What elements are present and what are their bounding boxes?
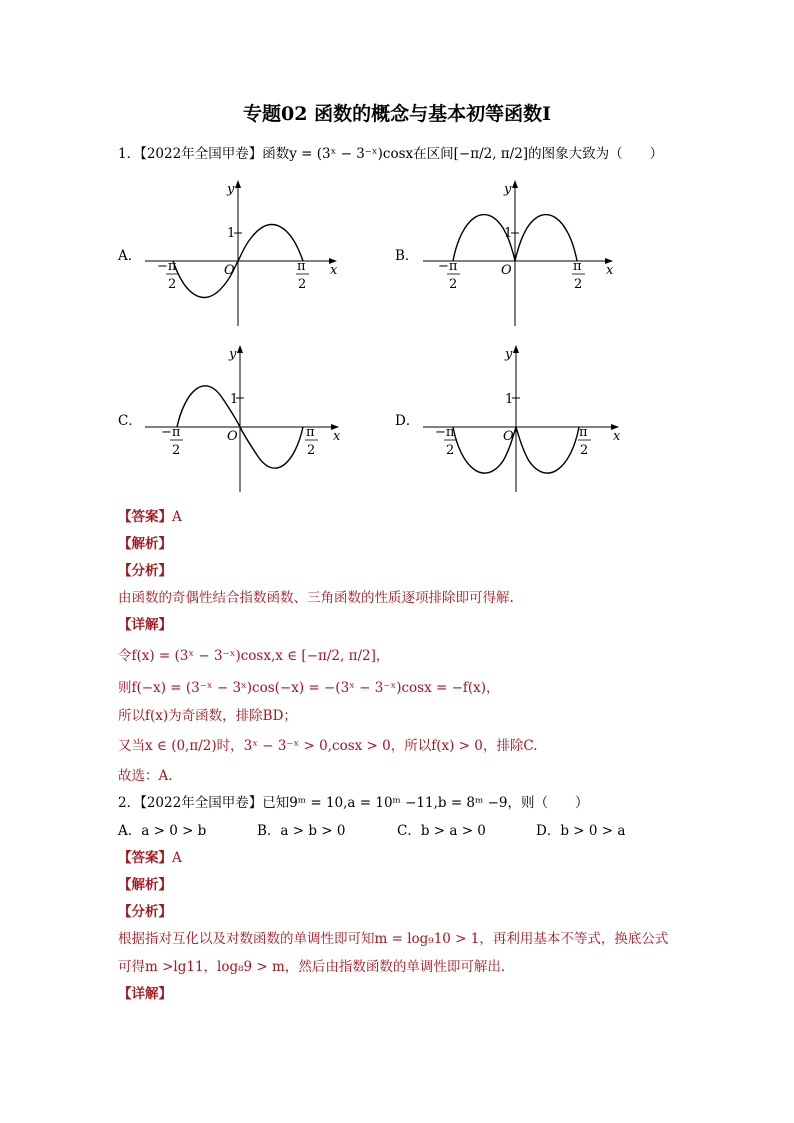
q1-detail-line-2: 则f(−x) = (3⁻ˣ − 3ˣ)cos(−x) = −(3ˣ − 3⁻ˣ)cosx = −f(x)， [118,680,500,696]
question-1-stem: 1．【2022年全国甲卷】函数y = (3ˣ − 3⁻ˣ)cosx在区间[−π/2, π/2]的图象大致为（ ） [118,146,664,162]
answer-value: A [172,509,182,525]
svg-text:2: 2 [172,443,181,458]
option-d-label: D． [395,413,420,429]
tick-pi: π [579,425,588,440]
q1-conclusion: 故选：A. [118,768,173,784]
q1-detail-line-3: 所以f(x)为奇函数，排除BD； [118,708,297,724]
answer-value: A [172,850,182,866]
q1-detail-tag: 【详解】 [118,617,172,633]
graph-d [423,343,623,493]
option-b-label: B． [395,248,419,264]
x-axis-label: x [606,263,614,278]
q1-answer-line [118,505,182,525]
svg-text:2: 2 [449,277,458,292]
graph-b [423,178,623,328]
x-axis-label: x [330,263,338,278]
option-a-label: A． [118,248,142,264]
tick-neg-pi: −π [157,259,177,274]
tick-neg-pi: −π [435,425,455,440]
q2-fenxi-line-1: 根据指对互化以及对数函数的单调性即可知m = log₉10 > 1，再利用基本不等式，换底公式 [118,931,669,947]
origin-label: O [224,263,235,278]
tick-neg-pi: −π [438,259,458,274]
q2-analysis-tag: 【解析】 [118,877,172,893]
q2-fenxi-tag: 【分析】 [118,904,172,920]
x-axis-label: x [333,429,341,444]
tick-neg-pi: −π [161,425,181,440]
q2-option-c: C．b > a > 0 [397,823,486,839]
q2-detail-tag: 【详解】 [118,986,172,1002]
y-axis-label: y [504,182,512,197]
q2-option-b: B．a > b > 0 [257,823,346,839]
q2-option-a: A．a > 0 > b [118,823,207,839]
origin-label: O [503,429,514,444]
tick-one: 1 [504,226,513,241]
svg-text:2: 2 [298,277,307,292]
origin-label: O [227,429,238,444]
svg-text:2: 2 [168,277,177,292]
q2-answer-line [118,846,182,866]
answer-tag: 【答案】 [118,509,172,525]
tick-one: 1 [230,392,239,407]
y-axis-label: y [227,182,235,197]
svg-text:2: 2 [574,277,583,292]
svg-text:2: 2 [580,443,589,458]
origin-label: O [501,263,512,278]
option-c-label: C． [118,413,142,429]
tick-pi: π [306,425,315,440]
q2-fenxi-line-2: 可得m >lg11，log₈9 > m，然后由指数函数的单调性即可解出. [118,959,506,975]
graph-c [145,343,345,493]
y-axis-label: y [229,347,237,362]
q1-fenxi-text: 由函数的奇偶性结合指数函数、三角函数的性质逐项排除即可得解. [118,590,514,606]
tick-pi: π [573,259,582,274]
svg-text:2: 2 [446,443,455,458]
q1-detail-line-4: 又当x ∈ (0,π/2)时，3ˣ − 3⁻ˣ > 0,cosx > 0，所以f(x) > 0，排除C. [118,738,538,754]
q1-fenxi-tag: 【分析】 [118,563,172,579]
tick-pi: π [297,259,306,274]
question-2-stem: 2．【2022年全国甲卷】已知9ᵐ = 10,a = 10ᵐ −11,b = 8ᵐ −9，则（ ） [118,795,589,811]
answer-tag: 【答案】 [118,850,172,866]
x-axis-label: x [613,429,621,444]
page-title: 专题02 函数的概念与基本初等函数I [243,103,551,125]
y-axis-label: y [505,347,513,362]
svg-text:2: 2 [307,443,316,458]
tick-one: 1 [505,392,514,407]
graph-a [145,178,345,328]
tick-one: 1 [227,226,236,241]
q2-option-d: D．b > 0 > a [536,823,626,839]
q1-analysis-tag: 【解析】 [118,536,172,552]
q1-detail-line-1: 令f(x) = (3ˣ − 3⁻ˣ)cosx,x ∈ [−π/2, π/2]， [118,648,390,664]
